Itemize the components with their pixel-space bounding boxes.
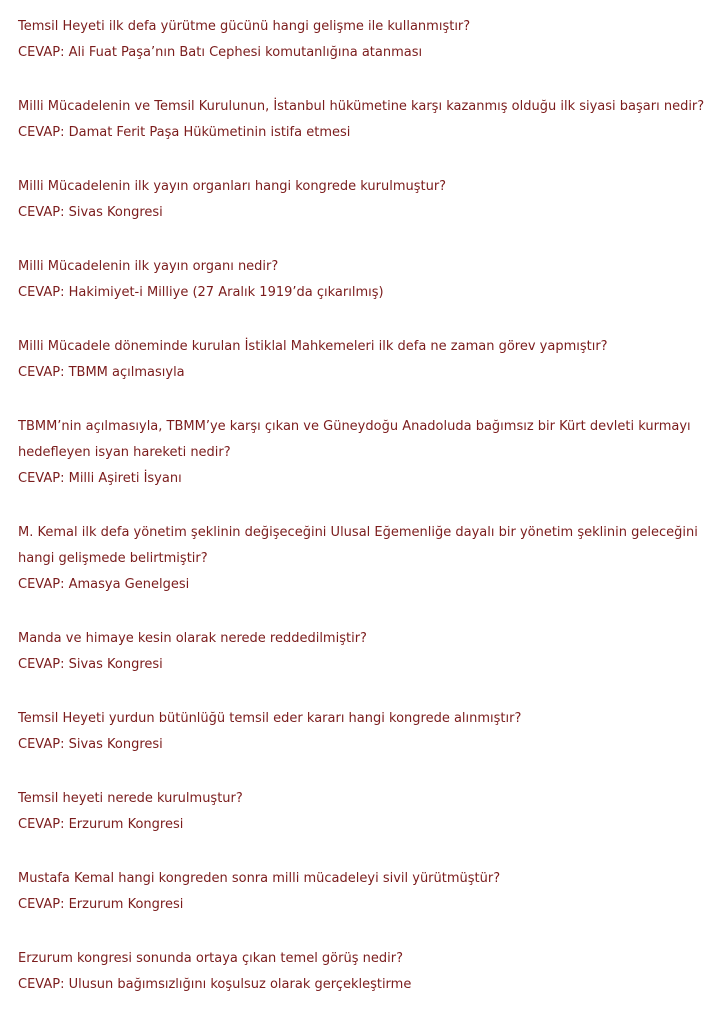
qa-item-11 (18, 866, 714, 918)
question-text: Milli Mücadelenin ilk yayın organları hangi kongrede kurulmuştur? (18, 179, 447, 194)
qa-item-6 (18, 414, 714, 492)
answer-text: CEVAP: Damat Ferit Paşa Hükümetinin istifa etmesi (18, 125, 351, 140)
qa-item-5 (18, 334, 714, 386)
answer-text: CEVAP: Erzurum Kongresi (18, 817, 184, 832)
qa-item-7 (18, 520, 714, 598)
answer-text: CEVAP: Sivas Kongresi (18, 657, 163, 672)
question-text: M. Kemal ilk defa yönetim şeklinin değişeceğini Ulusal Eğemenliğe dayalı bir yönetim şeklinin geleceğini hangi gelişmede belirtmiştir? (18, 525, 698, 566)
qa-item-8 (18, 626, 714, 678)
qa-item-9 (18, 706, 714, 758)
answer-text: CEVAP: Milli Aşireti İsyanı (18, 471, 182, 486)
question-text: Milli Mücadelenin ilk yayın organı nedir? (18, 259, 279, 274)
question-text: Temsil Heyeti ilk defa yürütme gücünü hangi gelişme ile kullanmıştır? (18, 19, 471, 34)
question-text: Temsil heyeti nerede kurulmuştur? (18, 791, 243, 806)
answer-text: CEVAP: Ali Fuat Paşa’nın Batı Cephesi komutanlığına atanması (18, 45, 423, 60)
qa-item-3 (18, 174, 714, 226)
answer-text: CEVAP: Amasya Genelgesi (18, 577, 190, 592)
answer-text: CEVAP: Sivas Kongresi (18, 205, 163, 220)
answer-text: CEVAP: TBMM açılmasıyla (18, 365, 185, 380)
question-text: Milli Mücadele döneminde kurulan İstiklal Mahkemeleri ilk defa ne zaman görev yapmıştır? (18, 339, 608, 354)
qa-item-2 (18, 94, 714, 146)
answer-text: CEVAP: Hakimiyet-i Milliye (27 Aralık 1919’da çıkarılmış) (18, 285, 384, 300)
qa-item-12 (18, 946, 714, 998)
qa-item-10 (18, 786, 714, 838)
question-text: Erzurum kongresi sonunda ortaya çıkan temel görüş nedir? (18, 951, 403, 966)
question-text: Mustafa Kemal hangi kongreden sonra milli mücadeleyi sivil yürütmüştür? (18, 871, 501, 886)
answer-text: CEVAP: Ulusun bağımsızlığını koşulsuz olarak gerçekleştirme (18, 977, 412, 992)
answer-text: CEVAP: Sivas Kongresi (18, 737, 163, 752)
question-text: Milli Mücadelenin ve Temsil Kurulunun, İstanbul hükümetine karşı kazanmış olduğu ilk siyasi başarı nedir? (18, 99, 705, 114)
qa-item-4 (18, 254, 714, 306)
document-body (18, 14, 714, 1026)
answer-text: CEVAP: Erzurum Kongresi (18, 897, 184, 912)
question-text: TBMM’nin açılmasıyla, TBMM’ye karşı çıkan ve Güneydoğu Anadoluda bağımsız bir Kürt devleti kurmayı hedefleyen isyan hareketi nedir? (18, 419, 691, 460)
question-text: Temsil Heyeti yurdun bütünlüğü temsil eder kararı hangi kongrede alınmıştır? (18, 711, 522, 726)
question-text: Manda ve himaye kesin olarak nerede reddedilmiştir? (18, 631, 367, 646)
qa-item-1 (18, 14, 714, 66)
